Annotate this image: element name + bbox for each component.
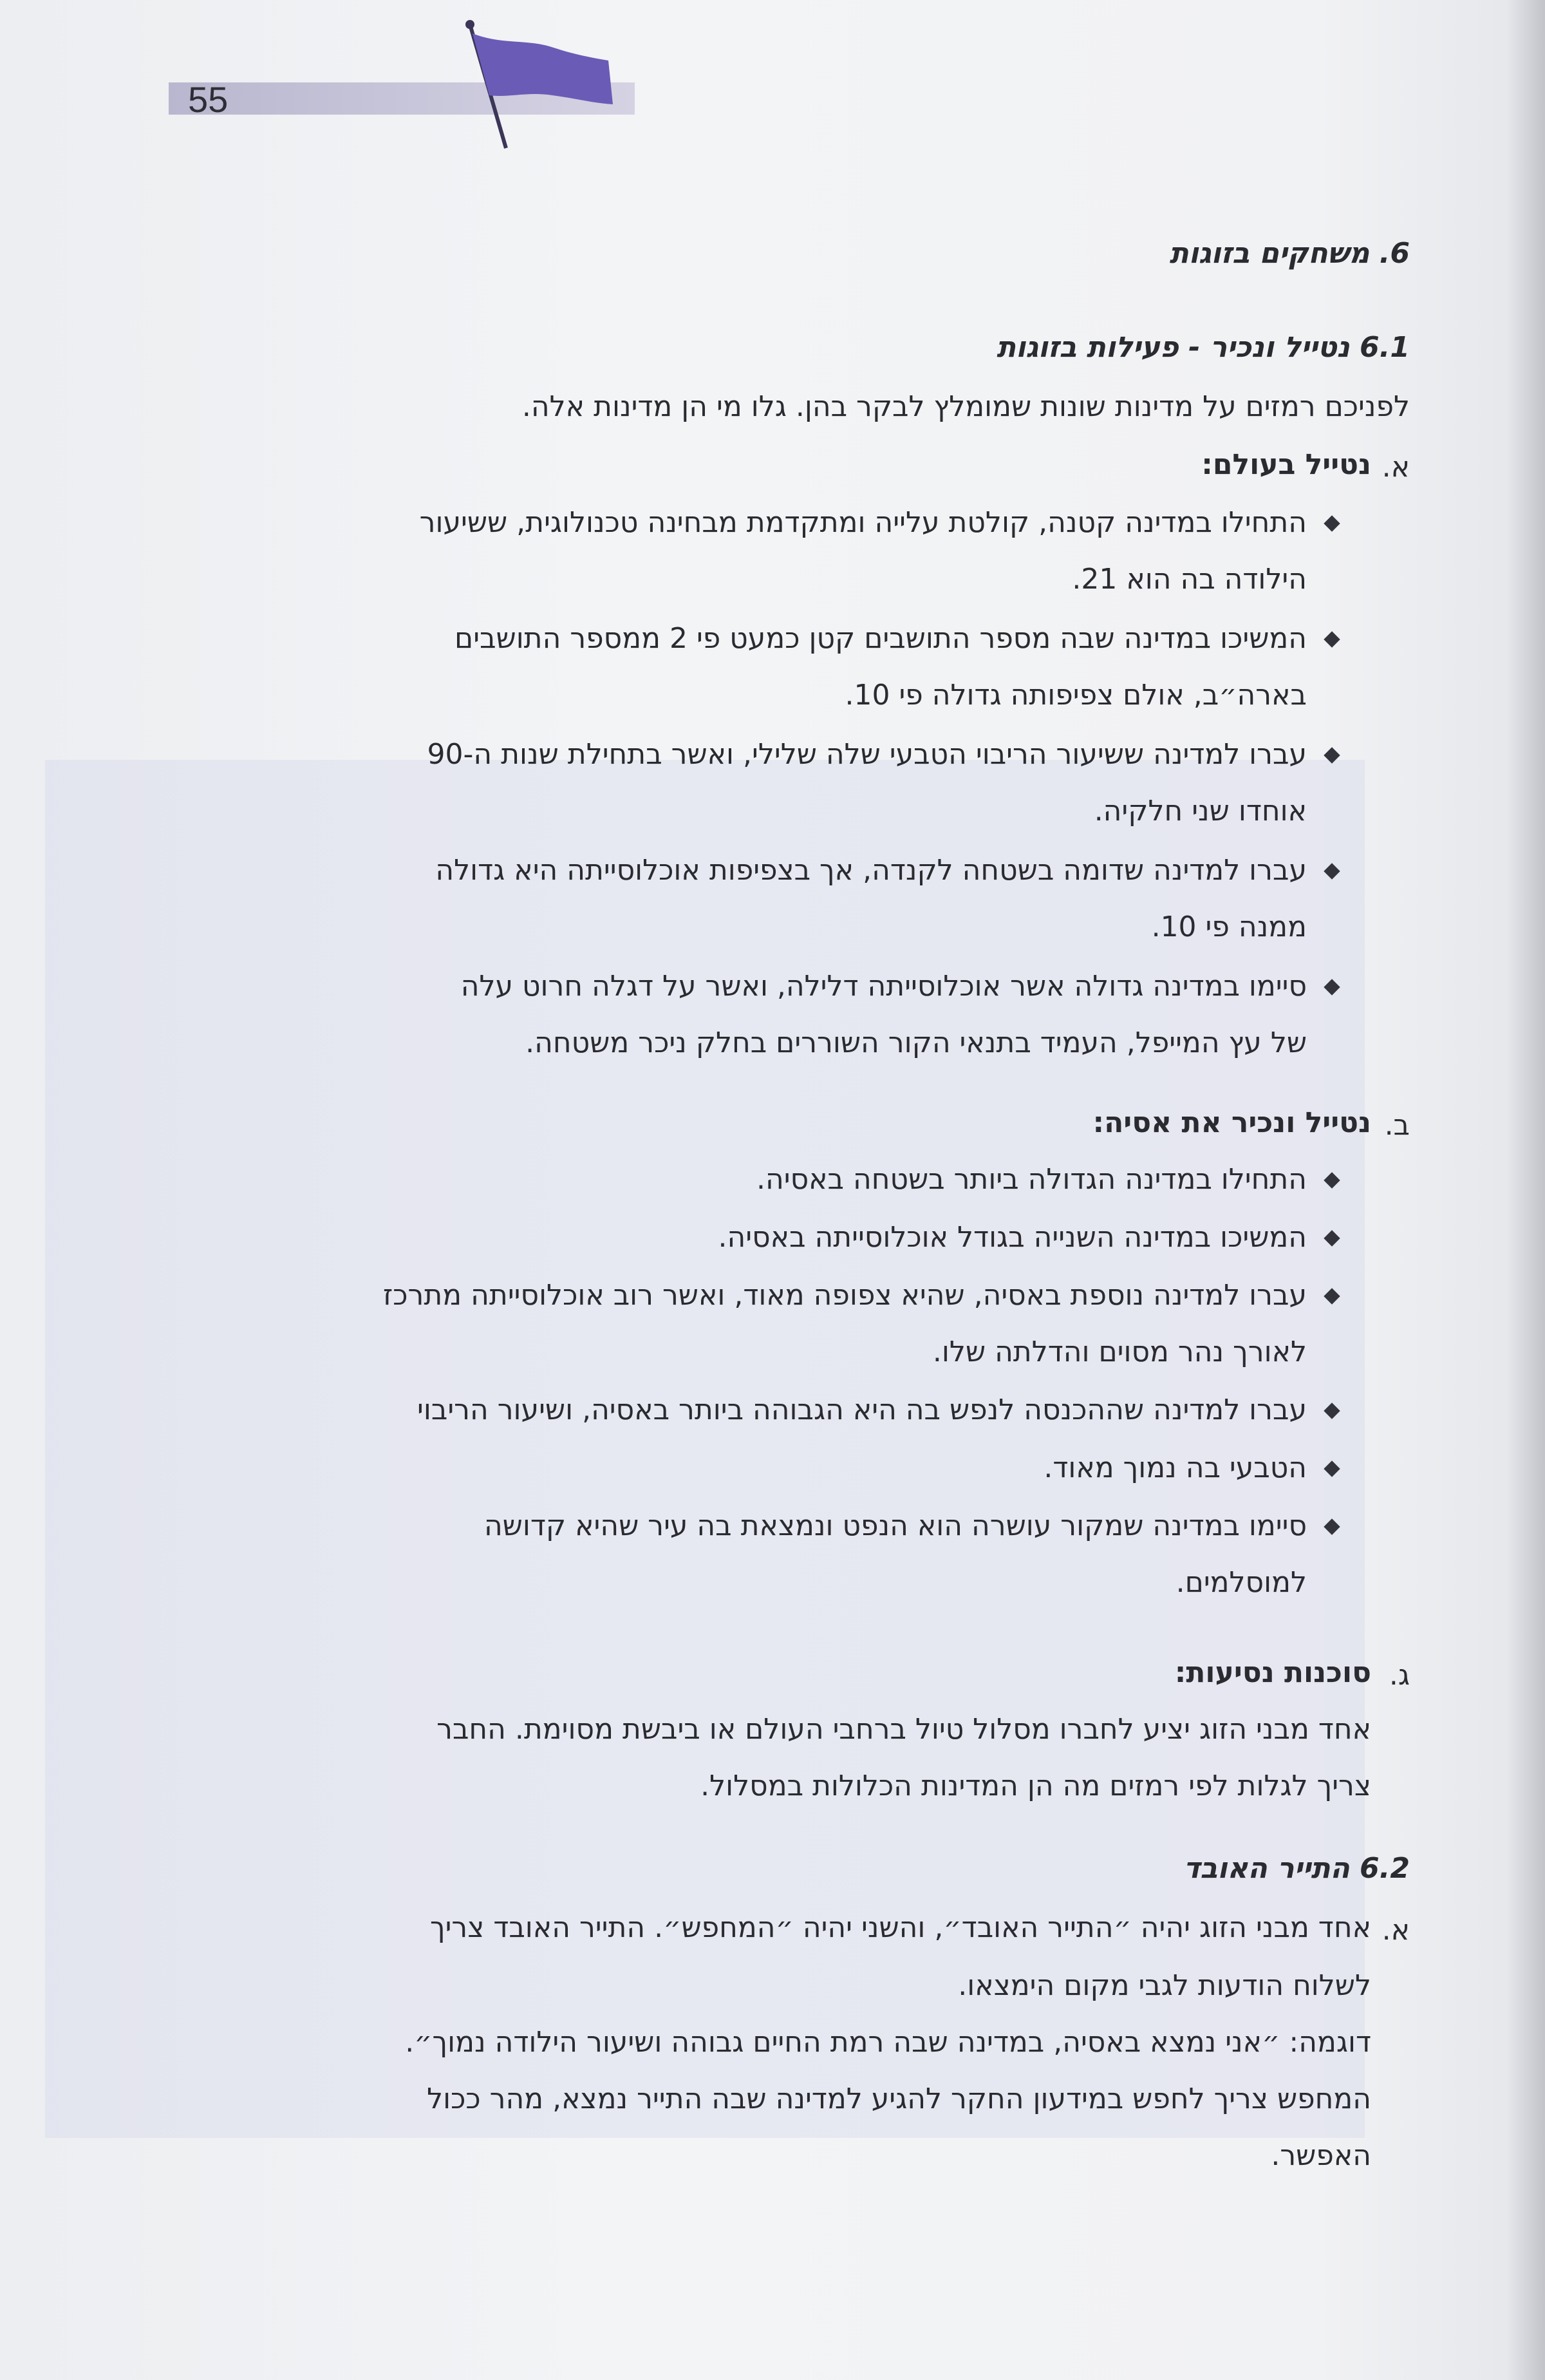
part-c-letter: ג. <box>1389 1659 1410 1692</box>
page-number: 55 <box>188 79 229 120</box>
list-item-line: המשיכו במדינה השנייה בגודל אוכלוסייתה באסיה. <box>718 1221 1307 1254</box>
sub2-line: המחפש צריך לחפש במידעון החקר להגיע למדינה שבה התייר נמצא, מהר ככול <box>427 2082 1371 2115</box>
part-a-letter: א. <box>1381 451 1410 484</box>
diamond-bullet-icon <box>1324 631 1340 647</box>
diamond-bullet-icon <box>1324 1518 1340 1535</box>
list-item-line: אוחדו שני חלקיה. <box>1094 795 1307 827</box>
sub2-line: דוגמה: ״אני נמצא באסיה, במדינה שבה רמת החיים גבוהה ושיעור הילודה נמוך״. <box>405 2026 1371 2059</box>
page-edge-shadow <box>1506 0 1545 2380</box>
section-title: 6. משחקים בזוגות <box>1169 237 1410 270</box>
list-item-line: למוסלמים. <box>1175 1566 1307 1599</box>
sub2-line: לשלוח הודעות לגבי מקום הימצאו. <box>958 1969 1371 2002</box>
diamond-bullet-icon <box>1324 1172 1340 1188</box>
list-item-line: לאורך נהר מסוים והדלתה שלו. <box>932 1336 1307 1368</box>
sub2-line: האפשר. <box>1271 2139 1371 2172</box>
diamond-bullet-icon <box>1324 863 1340 879</box>
list-item-line: עברו למדינה נוספת באסיה, שהיא צפופה מאוד, ואשר רוב אוכלוסייתה מתרכז <box>383 1279 1307 1312</box>
diamond-bullet-icon <box>1324 1230 1340 1246</box>
diamond-bullet-icon <box>1324 1402 1340 1419</box>
diamond-bullet-icon <box>1324 747 1340 763</box>
diamond-bullet-icon <box>1324 979 1340 995</box>
list-item-line: סיימו במדינה שמקור עושרה הוא הנפט ונמצאת בה עיר שהיא קדושה <box>483 1509 1307 1542</box>
sub2-letter: א. <box>1381 1914 1410 1947</box>
list-item-line: ממנה פי 10. <box>1151 911 1307 943</box>
list-item-line: התחילו במדינה הגדולה ביותר בשטחה באסיה. <box>756 1163 1307 1196</box>
list-item-line: סיימו במדינה גדולה אשר אוכלוסייתה דלילה, ואשר על דגלה חרוט עלה <box>460 970 1307 1003</box>
part-a-title: נטייל בעולם: <box>1201 448 1371 481</box>
sub2-line: אחד מבני הזוג יהיה ״התייר האובד״, והשני יהיה ״המחפש״. התייר האובד צריך <box>429 1911 1371 1944</box>
diamond-bullet-icon <box>1324 1288 1340 1304</box>
list-item-line: של עץ המייפל, העמיד בתנאי הקור השוררים בחלק ניכר משטחה. <box>525 1026 1307 1059</box>
part-c-line: אחד מבני הזוג יציע לחברו מסלול טיול ברחבי העולם או ביבשת מסוימת. החבר <box>436 1713 1371 1746</box>
list-item-line: הטבעי בה נמוך מאוד. <box>1044 1451 1307 1484</box>
list-item-line: עברו למדינה שדומה בשטחה לקנדה, אך בצפיפות אוכלוסייתה היא גדולה <box>435 854 1307 887</box>
intro-text: לפניכם רמזים על מדינות שונות שמומלץ לבקר בהן. גלו מי הן מדינות אלה. <box>521 390 1410 423</box>
list-item-line: עברו למדינה ששיעור הריבוי הטבעי שלה שלילי, ואשר בתחילת שנות ה-90 <box>427 738 1307 771</box>
diamond-bullet-icon <box>1324 1460 1340 1477</box>
diamond-bullet-icon <box>1324 515 1340 531</box>
list-item-line: בארה״ב, אולם צפיפותה גדולה פי 10. <box>845 679 1307 712</box>
page-content <box>212 0 1410 2380</box>
part-c-title: סוכנות נסיעות: <box>1174 1656 1371 1689</box>
list-item-line: התחילו במדינה קטנה, קולטת עלייה ומתקדמת מבחינה טכנולוגית, ששיעור <box>419 506 1307 539</box>
subsection-title-6-2: 6.2 התייר האובד <box>1183 1852 1410 1885</box>
list-item-line: הילודה בה הוא 21. <box>1072 563 1307 596</box>
list-item-line: עברו למדינה שההכנסה לנפש בה היא הגבוהה ביותר באסיה, ושיעור הריבוי <box>417 1393 1307 1426</box>
subsection-title-6-1: 6.1 נטייל ונכיר - פעילות בזוגות <box>997 331 1410 364</box>
part-b-title: נטייל ונכיר את אסיה: <box>1092 1106 1371 1139</box>
list-item-line: המשיכו במדינה שבה מספר התושבים קטן כמעט פי 2 ממספר התושבים <box>454 622 1307 655</box>
part-c-line: צריך לגלות לפי רמזים מה הן המדינות הכלולות במסלול. <box>700 1770 1371 1802</box>
part-b-letter: ב. <box>1384 1109 1410 1142</box>
